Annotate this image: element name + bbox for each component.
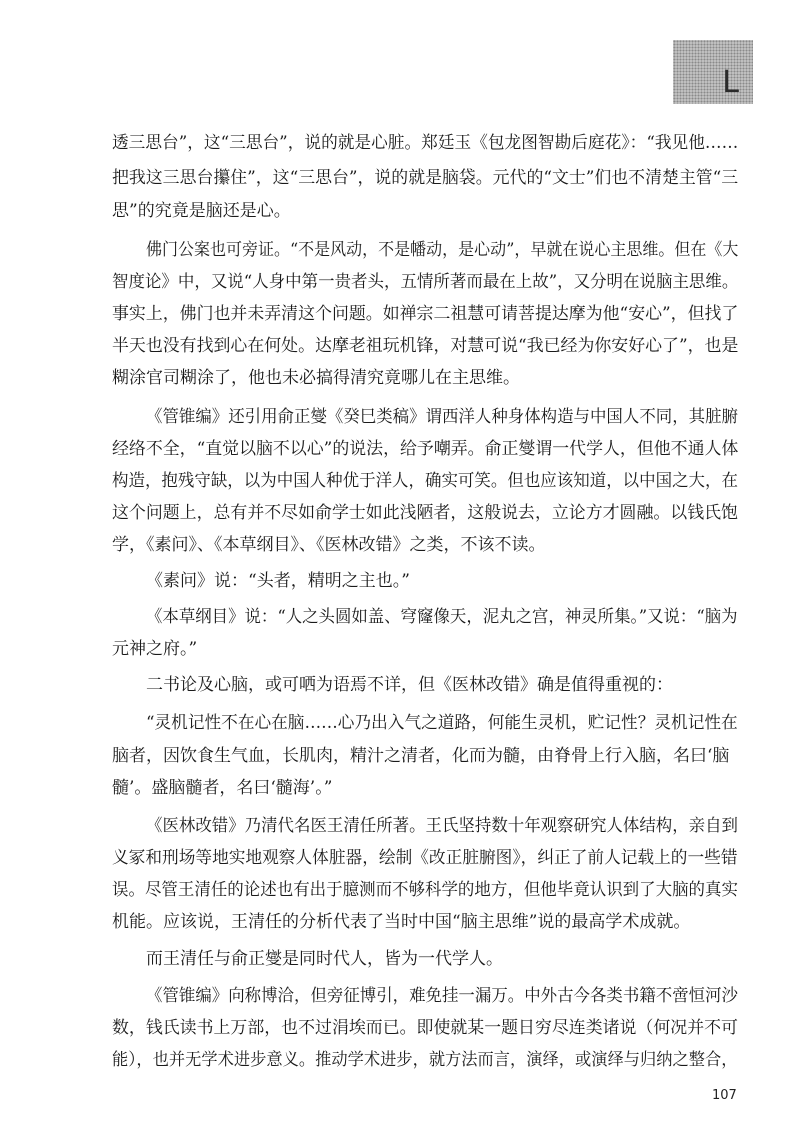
- text-line: 思”的究竟是脑还是心。: [112, 201, 291, 221]
- text-line: 《管锥编》向称博洽，但旁征博引，难免挂一漏万。中外古今各类书籍不啻恒河沙: [146, 986, 738, 1006]
- text-line: 《医林改错》乃清代名医王清任所著。王氏坚持数十年观察研究人体结构，亲自到: [146, 816, 738, 836]
- text-line: 而王清任与俞正燮是同时代人，皆为一代学人。: [146, 949, 503, 969]
- text-line: 《本草纲目》说：“人之头圆如盖、穹窿像天，泥丸之宫，神灵所集。”又说：“脑为: [146, 607, 738, 627]
- text-line: 二书论及心脑，或可哂为语焉不详，但《医林改错》确是值得重视的：: [146, 675, 673, 695]
- text-line: 构造，抱残守缺，以为中国人种优于洋人，确实可笑。但也应该知道，以中国之大，在: [112, 471, 738, 491]
- text-line: 机能。应该说，王清任的分析代表了当时中国“脑主思维”说的最高学术成就。: [112, 912, 691, 932]
- text-line: 透三思台”，这“三思台”，说的就是心脏。郑廷玉《包龙图智勘后庭花》：“我见他……: [112, 133, 739, 153]
- text-line: 髓’。盛脑髓者，名曰‘髓海’。”: [112, 778, 333, 798]
- text-line: 事实上，佛门也并未弄清这个问题。如禅宗二祖慧可请菩提达摩为他“安心”，但找了: [112, 304, 739, 324]
- text-line: 《素问》说：“头者，精明之主也。”: [146, 571, 410, 591]
- text-line: 脑者，因饮食生气血，长肌肉，精汁之清者，化而为髓，由脊骨上行入脑，名曰‘脑: [112, 746, 730, 766]
- text-line: 佛门公案也可旁证。“不是风动，不是幡动，是心动”，早就在说心主思维。但在《大: [146, 240, 739, 260]
- text-line: 糊涂官司糊涂了，他也未必搞得清究竟哪儿在主思维。: [112, 368, 520, 388]
- text-line: 元神之府。”: [112, 639, 198, 659]
- text-line: 能），也并无学术进步意义。推动学术进步，就方法而言，演绎，或演绎与归纳之整合，: [112, 1050, 738, 1070]
- text-line: 数，钱氏读书上万部，也不过涓埃而已。即使就某一题日穷尽连类诸说（何况并不可: [112, 1018, 738, 1038]
- chapter-letter: L: [722, 65, 739, 100]
- text-line: 智度论》中，又说“人身中第一贵者头，五情所著而最在上故”，又分明在说脑主思维。: [112, 272, 739, 292]
- chapter-tab: [673, 40, 753, 104]
- text-line: 学，《素问》、《本草纲目》、《医林改错》之类，不该不读。: [112, 535, 546, 555]
- text-line: 经络不全，“直觉以脑不以心”的说法，给予嘲弄。俞正燮谓一代学人，但他不通人体: [112, 439, 739, 459]
- page-number: 107: [712, 1088, 737, 1103]
- text-line: 把我这三思台攥住”，这“三思台”，说的就是脑袋。元代的“文士”们也不清楚主管“三: [112, 168, 739, 188]
- text-line: 《管锥编》还引用俞正燮《癸巳类稿》谓西洋人种身体构造与中国人不同，其脏腑: [146, 407, 738, 427]
- text-line: 半天也没有找到心在何处。达摩老祖玩机锋，对慧可说“我已经为你安好心了”，也是: [112, 336, 739, 356]
- text-line: 这个问题上，总有并不尽如俞学士如此浅陋者，这般说去，立论方才圆融。以钱氏饱: [112, 503, 738, 523]
- text-line: 误。尽管王清任的论述也有出于臆测而不够科学的地方，但他毕竟认识到了大脑的真实: [112, 880, 738, 900]
- text-line: “灵机记性不在心在脑……心乃出入气之道路，何能生灵机，贮记性？灵机记性在: [146, 713, 738, 733]
- text-line: 义冢和刑场等地实地观察人体脏器，绘制《改正脏腑图》，纠正了前人记载上的一些错: [112, 848, 738, 868]
